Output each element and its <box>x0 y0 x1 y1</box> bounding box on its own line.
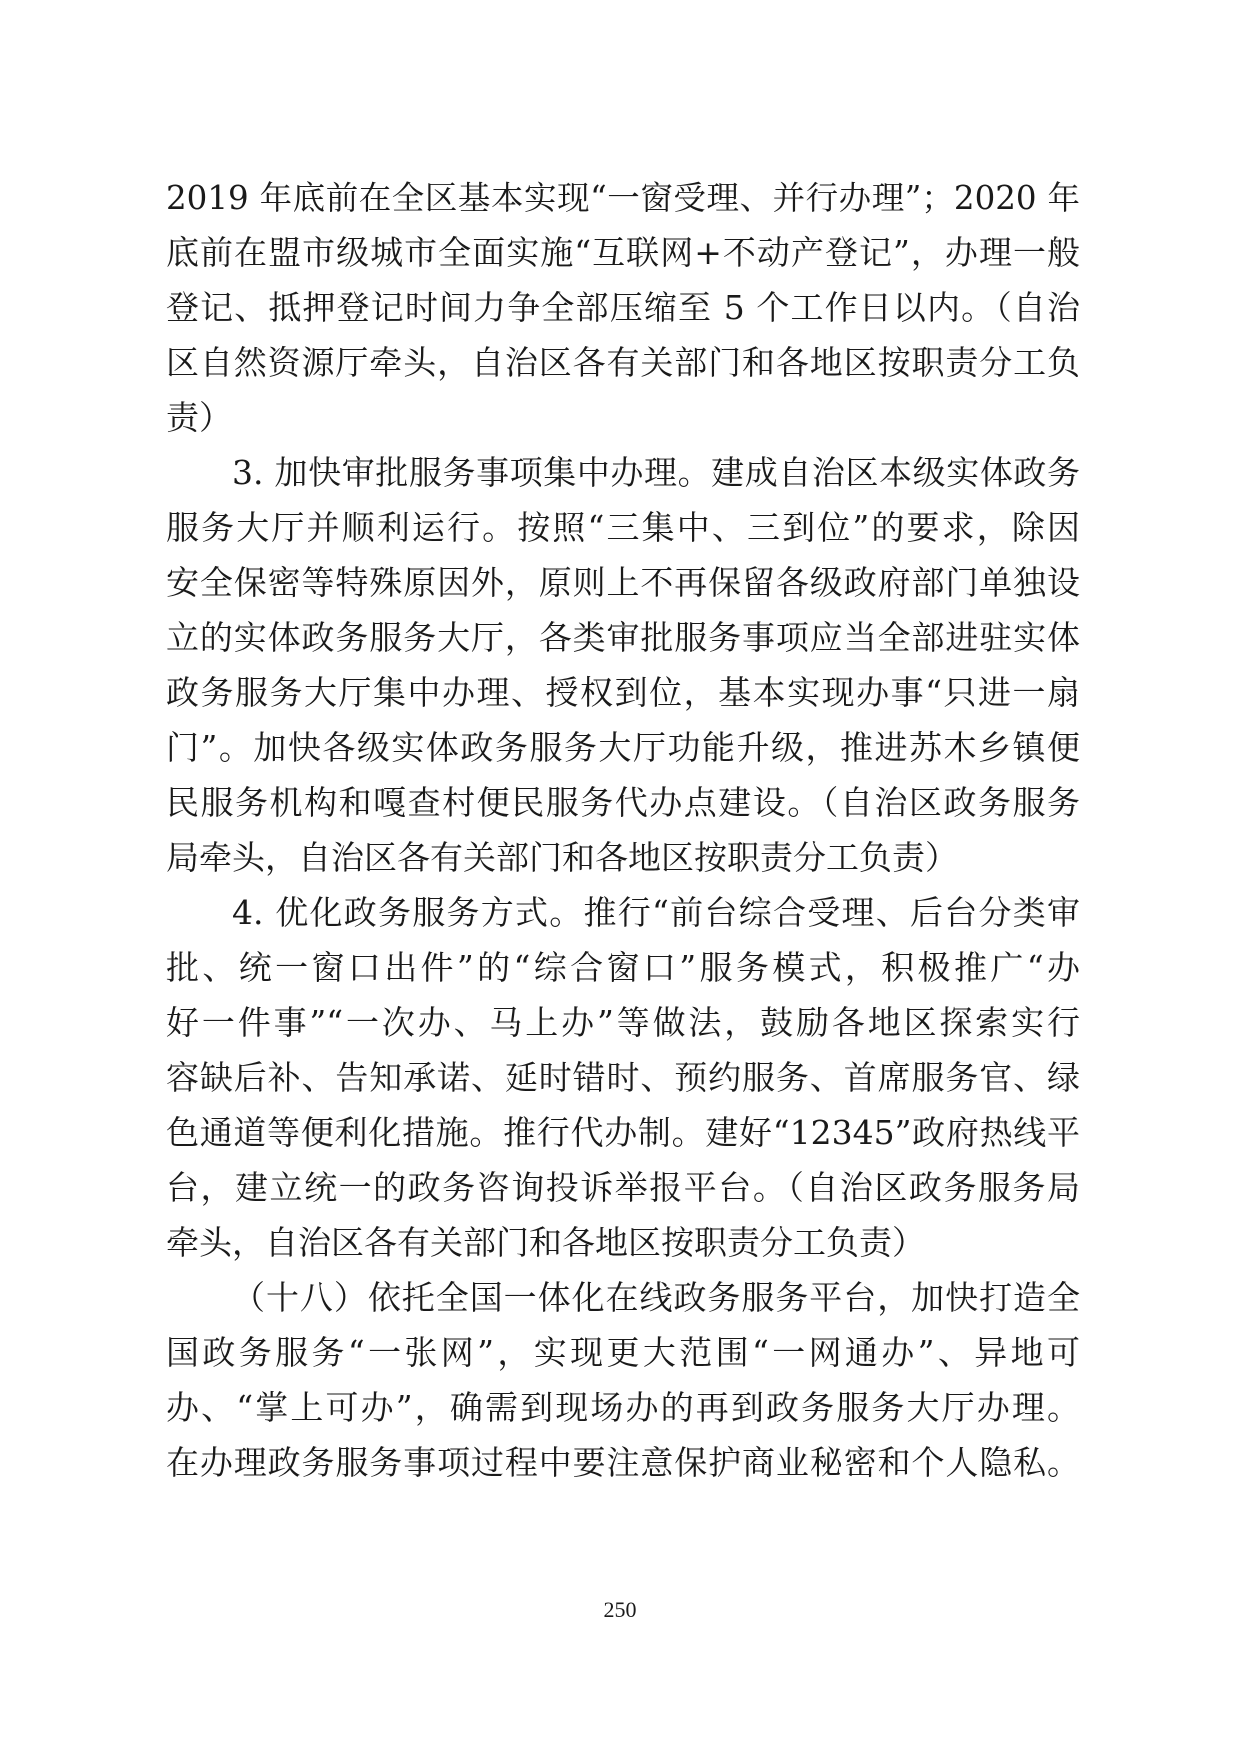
text-line: 区自然资源厅牵头，自治区各有关部门和各地区按职责分工负 <box>166 343 1080 382</box>
text-line: 民服务机构和嘎查村便民服务代办点建设。（自治区政务服务 <box>166 783 1080 822</box>
text-line: 责） <box>166 398 232 437</box>
text-line: 登记、抵押登记时间力争全部压缩至 5 个工作日以内。（自治 <box>166 288 1080 327</box>
text-line: 2019 年底前在全区基本实现“一窗受理、并行办理”；2020 年 <box>166 179 1080 217</box>
text-line: 容缺后补、告知承诺、延时错时、预约服务、首席服务官、绿 <box>166 1058 1080 1097</box>
text-line: 底前在盟市级城市全面实施“互联网+不动产登记”，办理一般 <box>166 233 1080 272</box>
paragraph-heading-18: （十八）依托全国一体化在线政务服务平台，加快打造全 <box>232 1278 1080 1317</box>
text-line: 政务服务大厅集中办理、授权到位，基本实现办事“只进一扇 <box>166 673 1080 712</box>
page-number: 250 <box>603 1597 637 1622</box>
text-line: 安全保密等特殊原因外，原则上不再保留各级政府部门单独设 <box>166 563 1080 602</box>
text-line: 服务大厅并顺利运行。按照“三集中、三到位”的要求，除因 <box>166 508 1080 547</box>
text-line: 门”。加快各级实体政务服务大厅功能升级，推进苏木乡镇便 <box>166 728 1080 767</box>
text-line: 台，建立统一的政务咨询投诉举报平台。（自治区政务服务局 <box>166 1168 1080 1207</box>
text-line: 办、“掌上可办”，确需到现场办的再到政务服务大厅办理。 <box>166 1388 1080 1427</box>
text-line: 在办理政务服务事项过程中要注意保护商业秘密和个人隐私。 <box>166 1443 1080 1482</box>
text-line: 局牵头，自治区各有关部门和各地区按职责分工负责） <box>166 838 958 877</box>
text-line: 批、统一窗口出件”的“综合窗口”服务模式，积极推广“办 <box>166 948 1080 987</box>
paragraph-heading-4: 4. 优化政务服务方式。推行“前台综合受理、后台分类审 <box>232 893 1080 932</box>
text-line: 立的实体政务服务大厅，各类审批服务事项应当全部进驻实体 <box>166 618 1080 657</box>
text-line: 国政务服务“一张网”，实现更大范围“一网通办”、异地可 <box>166 1333 1080 1372</box>
text-line: 牵头，自治区各有关部门和各地区按职责分工负责） <box>166 1223 925 1262</box>
paragraph-heading-3: 3. 加快审批服务事项集中办理。建成自治区本级实体政务 <box>232 453 1080 492</box>
text-line: 色通道等便利化措施。推行代办制。建好“12345”政府热线平 <box>166 1113 1080 1152</box>
text-line: 好一件事”“一次办、马上办”等做法，鼓励各地区探索实行 <box>166 1003 1080 1042</box>
